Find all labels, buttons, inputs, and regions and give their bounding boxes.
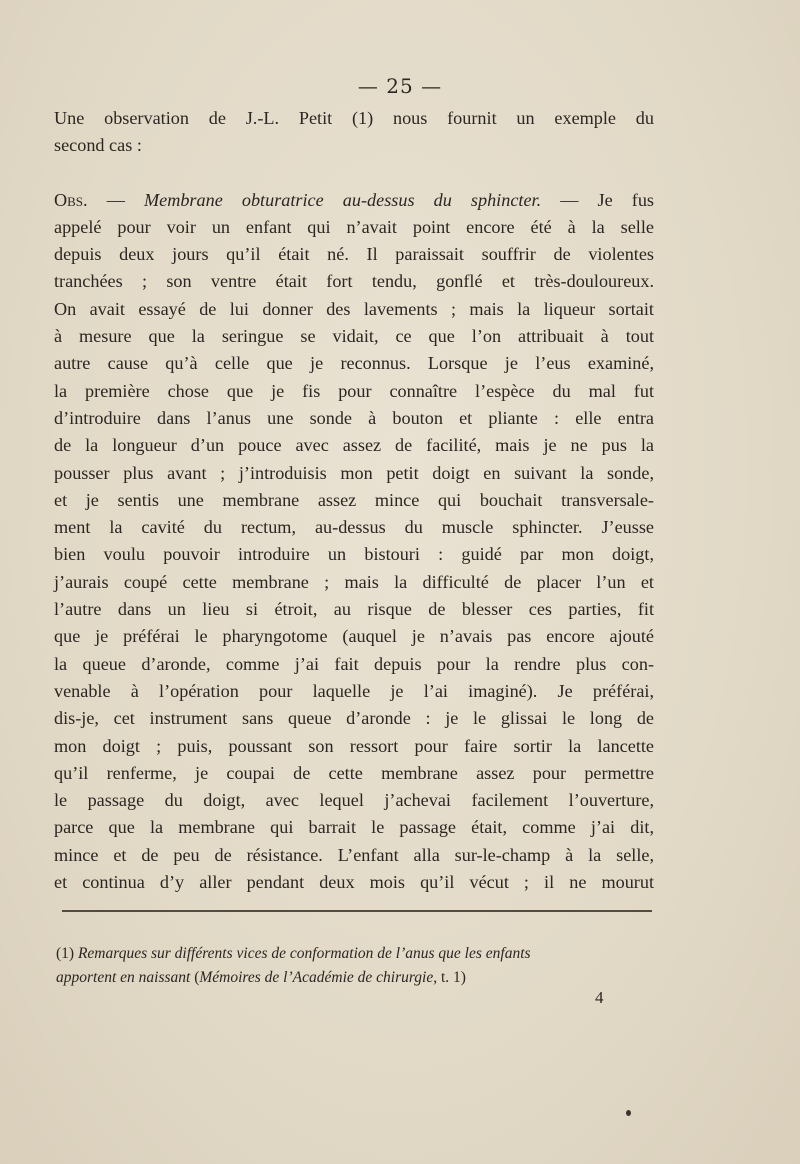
obs-line: et je sentis une membrane assez mince qui bouchait transversale- xyxy=(54,489,654,510)
footnote-volume: , t. 1) xyxy=(433,969,466,986)
footnote-line-2 xyxy=(56,966,656,990)
obs-line: le passage du doigt, avec lequel j’achevai facilement l’ouverture, xyxy=(54,790,654,811)
obs-heading-line xyxy=(54,187,654,214)
obs-line: la queue d’aronde, comme j’ai fait depuis pour la rendre plus con- xyxy=(54,653,654,674)
obs-line: d’introduire dans l’anus une sonde à bouton et pliante : elle entra xyxy=(54,407,654,428)
footnote-title-part-1: Remarques sur différents vices de conformation de l’anus que les enfants xyxy=(77,945,531,962)
footnote-separator-rule xyxy=(62,910,652,912)
obs-line: autre cause qu’à celle que je reconnus. Lorsque je l’eus examiné, xyxy=(54,353,654,374)
footnote-marker: (1) xyxy=(56,945,78,962)
ink-speck xyxy=(626,1110,631,1116)
obs-line: dis-je, cet instrument sans queue d’aronde : je le glissai le long de xyxy=(54,708,654,729)
obs-line: de la longueur d’un pouce avec assez de facilité, mais je ne pus la xyxy=(54,435,654,456)
obs-line: venable à l’opération pour laquelle je l’ai imaginé). Je préférai, xyxy=(54,680,654,701)
signature-mark: 4 xyxy=(595,988,604,1007)
obs-line: On avait essayé de lui donner des lavements ; mais la liqueur sortait xyxy=(54,298,654,319)
obs-line: bien voulu pouvoir introduire un bistouri : guidé par mon doigt, xyxy=(54,544,654,565)
obs-line: parce que la membrane qui barrait le passage était, comme j’ai dit, xyxy=(54,817,654,838)
page-number: — 25 — xyxy=(357,74,443,98)
obs-line: la première chose que je fis pour connaître l’espèce du mal fut xyxy=(54,380,654,401)
obs-line: l’autre dans un lieu si étroit, au risque de blesser ces parties, fit xyxy=(54,599,654,620)
obs-label: Obs. xyxy=(54,189,88,210)
obs-line: mince et de peu de résistance. L’enfant alla sur-le-champ à la selle, xyxy=(54,844,654,865)
obs-line: à mesure que la seringue se vidait, ce que l’on attribuait à tout xyxy=(54,326,654,347)
obs-title: Membrane obturatrice au-dessus du sphincter. xyxy=(143,189,542,210)
obs-line: et continua d’y aller pendant deux mois qu’il vécut ; il ne mourut xyxy=(54,872,654,893)
footnote-source: Mémoires de l’Académie de chirurgie xyxy=(199,969,434,986)
obs-line: appelé pour voir un enfant qui n’avait point encore été à la selle xyxy=(54,216,654,237)
footnote-title-part-2: apportent en naissant xyxy=(56,969,191,986)
footnote xyxy=(56,942,656,990)
obs-dash: — xyxy=(87,189,144,210)
intro-line-1: Une observation de J.-L. Petit (1) nous fournit un exemple du xyxy=(54,108,654,128)
body-text xyxy=(54,105,654,896)
obs-line: qu’il renferme, je coupai de cette membrane assez pour permettre xyxy=(54,762,654,783)
footnote-paren-open: ( xyxy=(190,969,200,986)
footnote-line-1 xyxy=(56,942,656,966)
intro-line-2: second cas : xyxy=(54,135,142,156)
obs-line: mon doigt ; puis, poussant son ressort pour faire sortir la lancette xyxy=(54,735,654,756)
obs-line: tranchées ; son ventre était fort tendu, gonflé et très-douloureux. xyxy=(54,271,654,292)
obs-line: pousser plus avant ; j’introduisis mon petit doigt en suivant la sonde, xyxy=(54,462,654,483)
obs-line: j’aurais coupé cette membrane ; mais la difficulté de placer l’un et xyxy=(54,571,654,592)
obs-line: ment la cavité du rectum, au-dessus du muscle sphincter. J’eusse xyxy=(54,517,654,538)
obs-after-title: — Je fus xyxy=(541,189,654,210)
obs-line: que je préférai le pharyngotome (auquel je n’avais pas encore ajouté xyxy=(54,626,654,647)
obs-line: depuis deux jours qu’il était né. Il paraissait souffrir de violentes xyxy=(54,244,654,265)
